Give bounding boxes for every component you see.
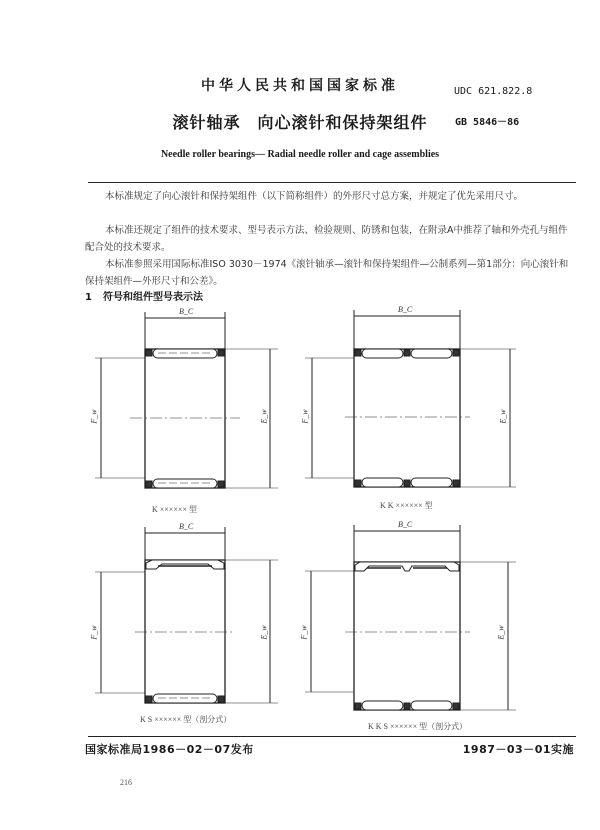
- footer-divider: [88, 736, 576, 737]
- figure-caption-kks: K K S ×××××× 型（剖分式）: [368, 722, 468, 731]
- dim-label-fw: F_w: [300, 409, 310, 424]
- dim-label-ew: E_w: [259, 409, 269, 424]
- dim-label-fw: F_w: [89, 409, 99, 424]
- figure-kk-drawing: [305, 310, 516, 487]
- figure-ks-drawing: [95, 527, 278, 703]
- effective-date: 1987－03－01实施: [462, 743, 574, 756]
- page-number: 216: [120, 778, 132, 787]
- dim-label-bc: B_C: [398, 305, 413, 314]
- dim-label-bc: B_C: [179, 522, 194, 531]
- dim-label-ew: E_w: [498, 409, 508, 424]
- dim-label-fw: F_w: [299, 625, 309, 640]
- section-number: 1: [85, 292, 92, 303]
- figure-caption-k: K ×××××× 型: [152, 505, 197, 514]
- figure-k-drawing: [95, 312, 278, 488]
- paragraph-text: 本标准参照采用国际标准ISO 3030－1974《滚针轴承—滚针和保持架组件—公制系列—第1部分：向心滚针和保持架组件—外形尺寸和公差》。: [85, 259, 569, 287]
- issue-date: 国家标准局1986－02－07发布: [85, 743, 254, 756]
- dim-label-bc: B_C: [398, 520, 413, 529]
- udc-code: UDC 621.822.8: [454, 86, 533, 97]
- dim-label-ew: E_w: [496, 625, 506, 640]
- dim-label-ew: E_w: [259, 625, 269, 640]
- figure-caption-ks: K S ×××××× 型（剖分式）: [140, 715, 232, 724]
- paragraph-text: 本标准规定了向心滚针和保持架组件（以下简称组件）的外形尺寸总方案，并规定了优先采用尺寸。: [105, 191, 524, 202]
- standard-number: GB 5846－86: [455, 117, 520, 128]
- figure-kks-drawing: [305, 525, 516, 710]
- paragraph-text: 本标准还规定了组件的技术要求、型号表示方法、检验规则、防锈和包装，在附录A中推荐了轴和外壳孔与组件配合处的技术要求。: [85, 225, 568, 253]
- section-title: 符号和组件型号表示法: [103, 292, 203, 303]
- issuing-country-heading: 中华人民共和国国家标准: [201, 78, 399, 94]
- dim-label-bc: B_C: [179, 307, 194, 316]
- document-title: 滚针轴承 向心滚针和保持架组件: [172, 113, 428, 132]
- dim-label-fw: F_w: [89, 625, 99, 640]
- english-title: Needle roller bearings— Radial needle roller and cage assemblies: [160, 149, 440, 160]
- figure-caption-kk: K K ×××××× 型: [380, 501, 433, 510]
